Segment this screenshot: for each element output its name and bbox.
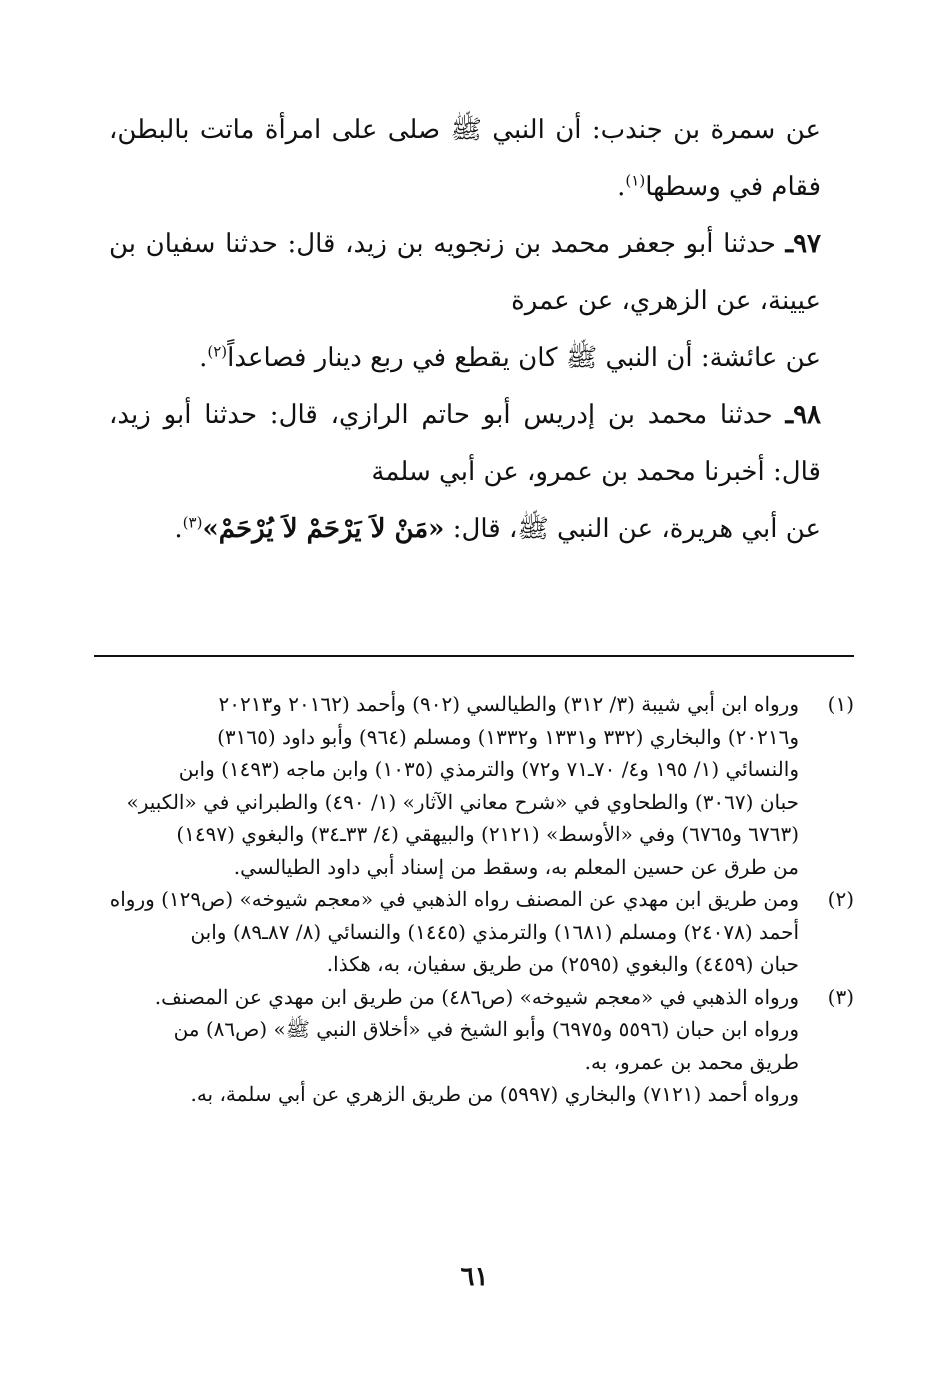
footnotes xyxy=(94,688,854,1111)
footnote-2 xyxy=(94,883,854,981)
page-number: ٦١ xyxy=(460,1262,489,1292)
footnote-line: (٦٧٦٣ و٦٧٦٥) وفي «الأوسط» (٢١٢١) والبيهقي (٤/ ٣٣ـ٣٤) والبغوي (١٤٩٧) xyxy=(176,822,799,846)
footnote-line: طريق محمد بن عمرو، به. xyxy=(584,1049,799,1074)
footnote-line: من طرق عن حسين المعلم به، وسقط من إسناد أبي داود الطيالسي. xyxy=(233,854,799,879)
text-line: حدثنا محمد بن إدريس أبو حاتم الرازي، قال: حدثنا أبو زيد، قال: xyxy=(109,400,821,487)
text-line: عن أبي هريرة، عن النبي ﷺ، قال: xyxy=(452,514,821,544)
footnote-line: و٢٠٢١٦) والبخاري (٣٣٢ و١٣٣١ و١٣٣٢) ومسلم (٩٦٤) وأبو داود (٣١٦٥) xyxy=(217,724,799,749)
hadith-number-98: ٩٨ـ xyxy=(785,400,822,430)
footnote-mark: (١) xyxy=(827,692,854,716)
footnote-line: حبان (٤٤٥٩) والبغوي (٢٥٩٥) من طريق سفيان، به، هكذا. xyxy=(326,952,799,976)
footnote-divider xyxy=(94,655,854,657)
full-stop: . xyxy=(199,343,208,373)
footnote-line: ورواه الذهبي في «معجم شيوخه» (ص٤٨٦) من طريق ابن مهدي عن المصنف. xyxy=(154,984,799,1009)
text-line: عن سمرة بن جندب: أن النبي ﷺ صلى على امرأة ماتت بالبطن، فقام في xyxy=(109,115,821,202)
main-text xyxy=(109,102,821,558)
hadith-98-matn xyxy=(109,501,821,558)
hadith-96-matn xyxy=(109,102,821,216)
hadith-97-isnad xyxy=(109,216,821,330)
text-line: وسطها xyxy=(645,172,721,202)
prophetic-saying: «مَنْ لاَ يَرْحَمْ لاَ يُرْحَمْ» xyxy=(202,514,445,544)
footnote-line: ورواه ابن حبان (٥٥٩٦ و٦٩٧٥) وأبو الشيخ في «أخلاق النبي ﷺ» (ص٨٦) من xyxy=(173,1017,799,1041)
hadith-98-isnad xyxy=(109,387,821,501)
text-line: حدثنا أبو جعفر محمد بن زنجويه بن زيد، قال: حدثنا سفيان بن xyxy=(109,229,776,259)
footnote-ref-3[interactable]: (٣) xyxy=(182,513,203,532)
footnote-3 xyxy=(94,981,854,1111)
text-line: أخبرنا محمد بن عمرو، عن أبي سلمة xyxy=(371,457,765,487)
footnote-1 xyxy=(94,688,854,883)
footnote-line: ورواه أحمد (٧١٢١) والبخاري (٥٩٩٧) من طريق الزهري عن أبي سلمة، به. xyxy=(190,1082,799,1106)
footnote-ref-1[interactable]: (١) xyxy=(625,171,646,190)
text-line: عن عائشة: أن النبي ﷺ كان يقطع في ربع دينار فصاعداً xyxy=(227,343,821,373)
footnote-line: ورواه ابن أبي شيبة (٣/ ٣١٢) والطيالسي (٩٠٢) وأحمد (٢٠١٦٢ و٢٠٢١٣ xyxy=(218,692,799,716)
footnote-mark: (٣) xyxy=(827,984,854,1009)
footnote-line: والنسائي (١/ ١٩٥ و٤/ ٧٠ـ٧١ و٧٢) والترمذي (١٠٣٥) وابن ماجه (١٤٩٣) وابن xyxy=(178,757,799,781)
full-stop: . xyxy=(174,514,183,544)
footnote-line: أحمد (٢٤٠٧٨) ومسلم (١٦٨١) والترمذي (١٤٤٥) والنسائي (٨/ ٨٧ـ٨٩) وابن xyxy=(190,919,799,944)
footnote-mark: (٢) xyxy=(827,887,854,911)
hadith-97-matn xyxy=(109,330,821,387)
full-stop: . xyxy=(617,172,626,202)
footnote-ref-2[interactable]: (٢) xyxy=(207,342,228,361)
text-line: عيينة، عن الزهري، عن عمرة xyxy=(511,286,821,316)
hadith-number-97: ٩٧ـ xyxy=(785,229,822,259)
footnote-line: ومن طريق ابن مهدي عن المصنف رواه الذهبي في «معجم شيوخه» (ص١٢٩) ورواه xyxy=(109,887,799,911)
footnote-line: حبان (٣٠٦٧) والطحاوي في «شرح معاني الآثار» (١/ ٤٩٠) والطبراني في «الكبير» xyxy=(126,789,799,814)
